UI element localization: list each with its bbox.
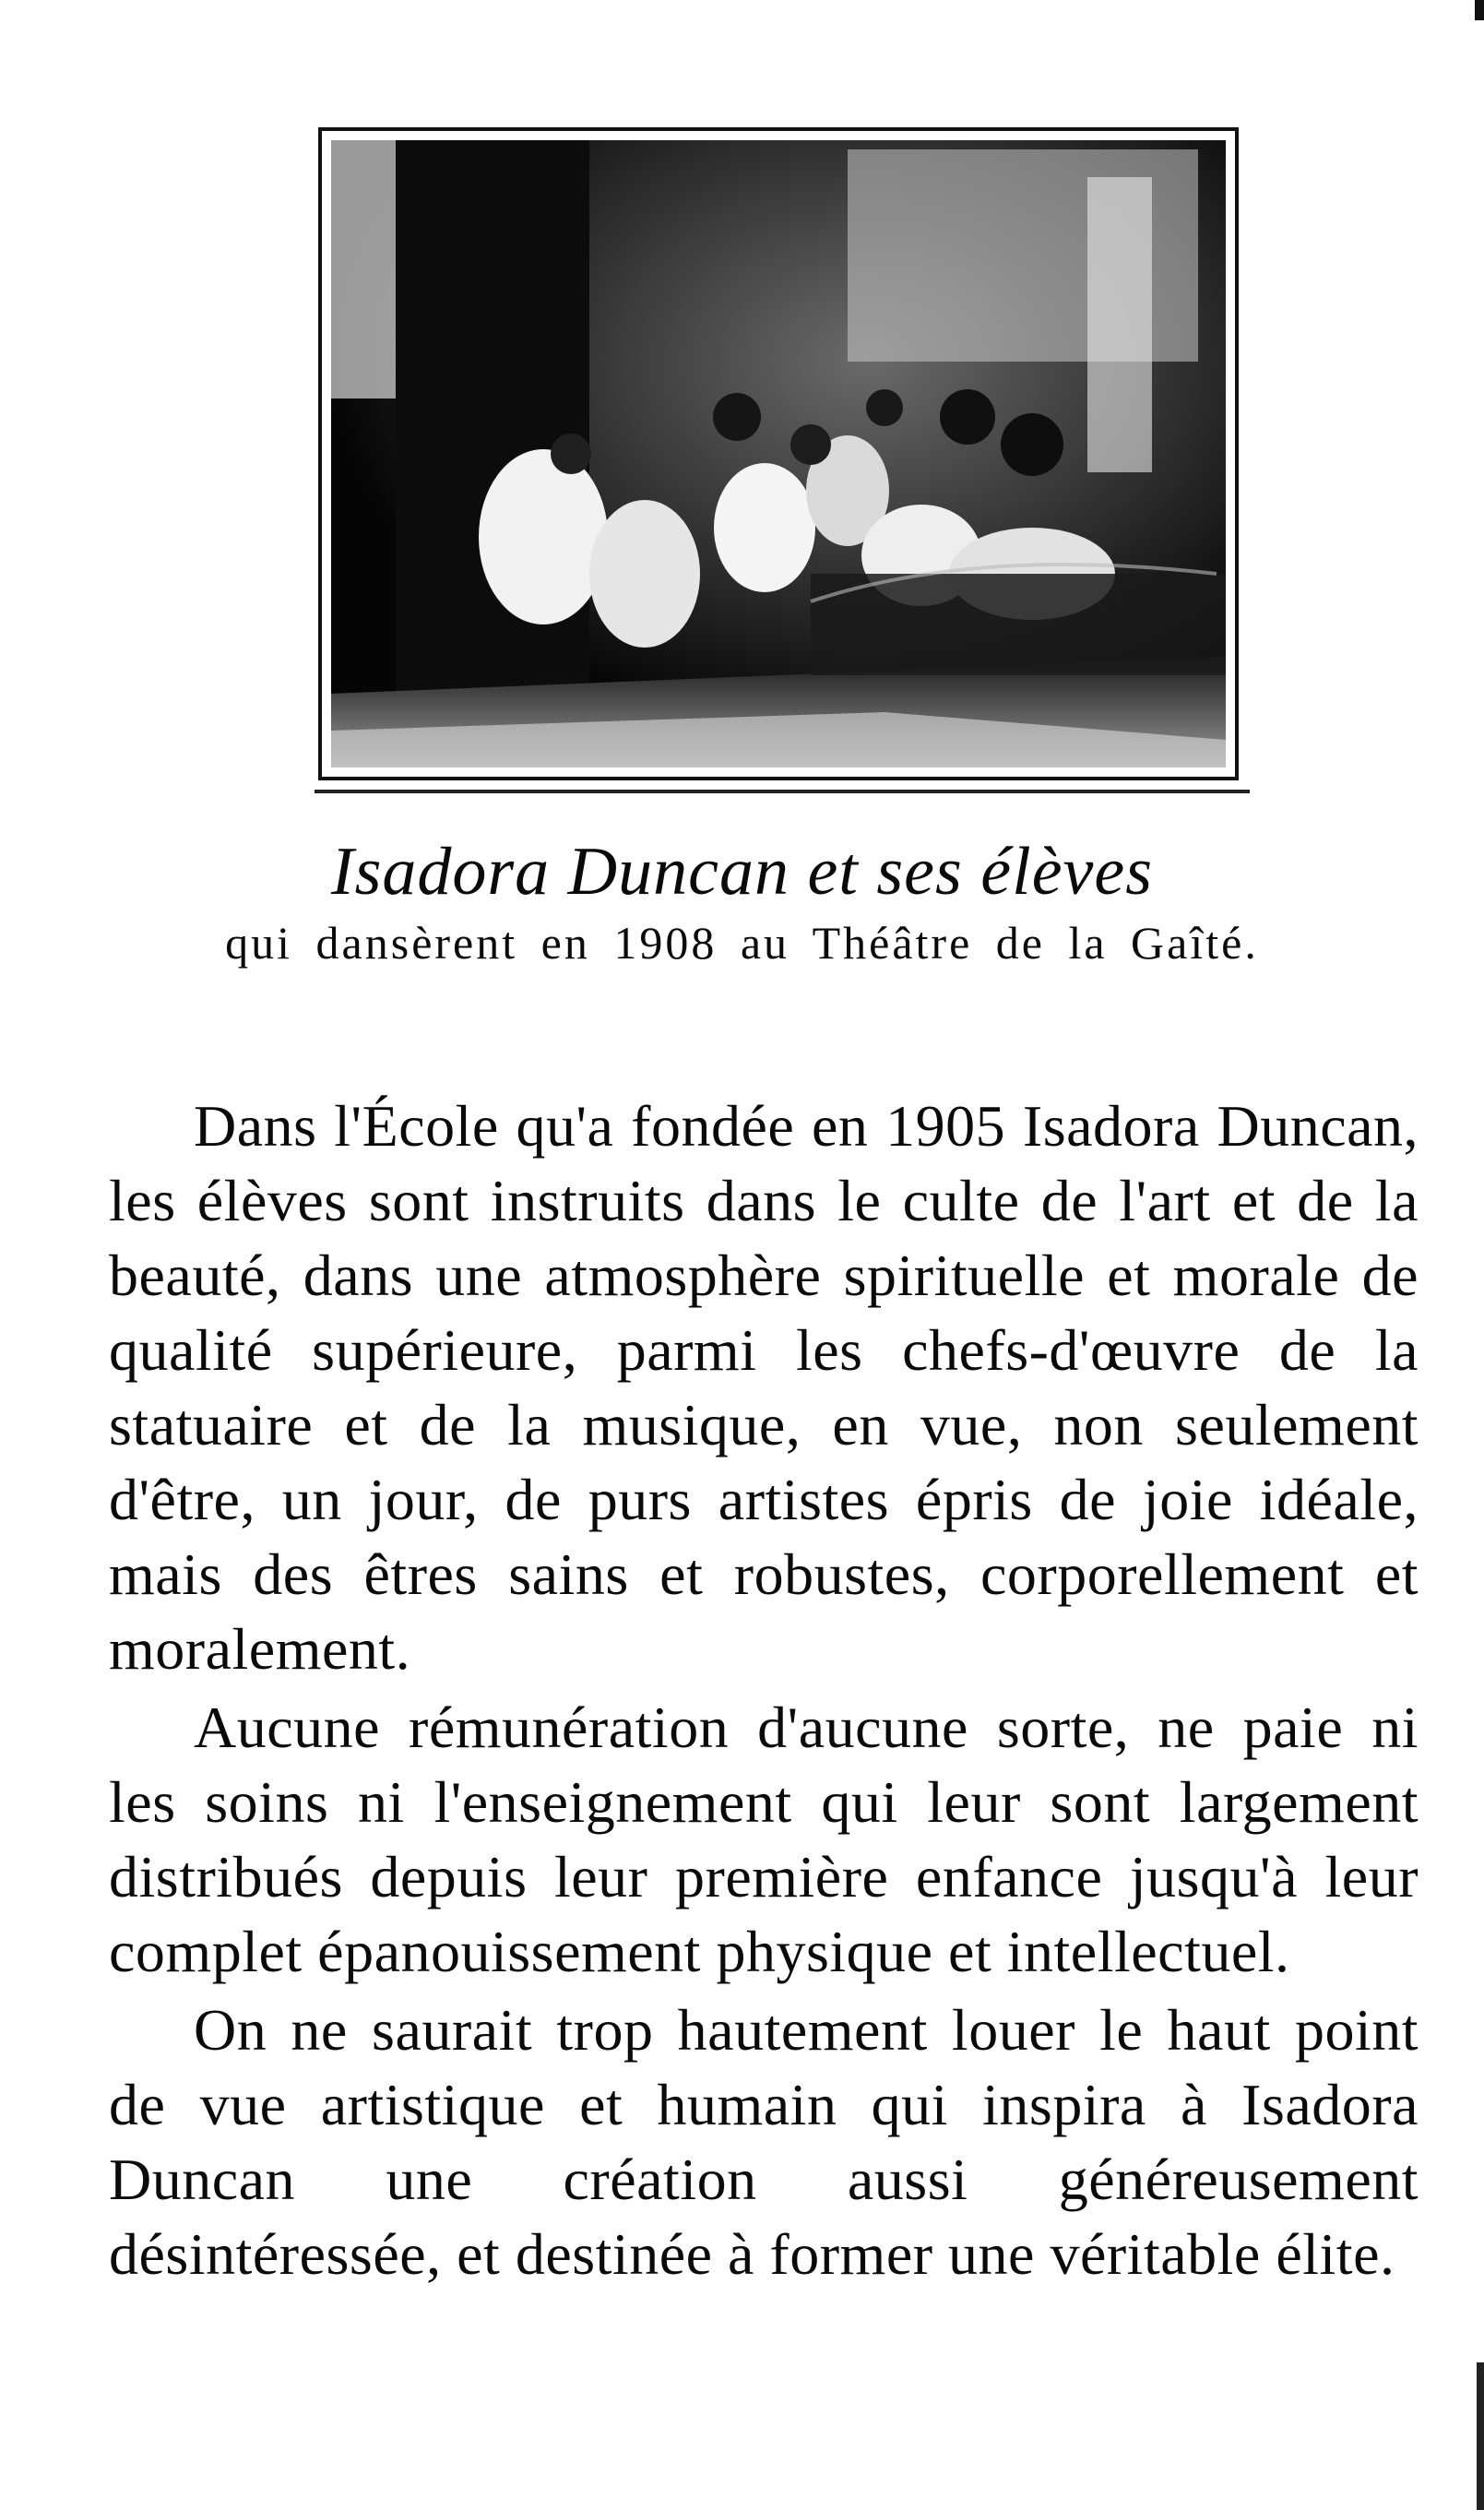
paragraph-3: On ne saurait trop hautement louer le haut point de vue artistique et humain qui inspira à Isadora Duncan une création aussi généreusement désintéressée, et destinée à former une véritable élite. [109,1997,1419,2287]
photo-caption [184,830,1300,972]
body-text [109,1088,1419,2291]
paragraph-1: Dans l'École qu'a fondée en 1905 Isadora Duncan, les élèves sont instruits dans le culte de l'art et de la beauté, dans une atmosphère spirituelle et morale de qualité supérieure, parmi les chefs-d'œuvre de la statuaire et de la musique, en vue, non seulement d'être, un jour, de purs artistes épris de joie idéale, mais des êtres sains et robustes, corporellement et moralement. [109,1093,1419,1682]
photograph-icon [331,140,1226,767]
paragraph-2: Aucune rémunération d'aucune sorte, ne paie ni les soins ni l'enseignement qui leur sont largement distribués depuis leur première enfance jusqu'à leur complet épanouissement physique et intellectuel. [109,1695,1419,1984]
caption-subtitle: qui dansèrent en 1908 au Théâtre de la Gaîté. [225,917,1259,969]
photograph-frame [318,127,1239,780]
scan-edge-mark [1477,2362,1484,2510]
caption-title: Isadora Duncan et ses élèves [330,834,1154,910]
scan-edge-mark [1475,0,1484,20]
